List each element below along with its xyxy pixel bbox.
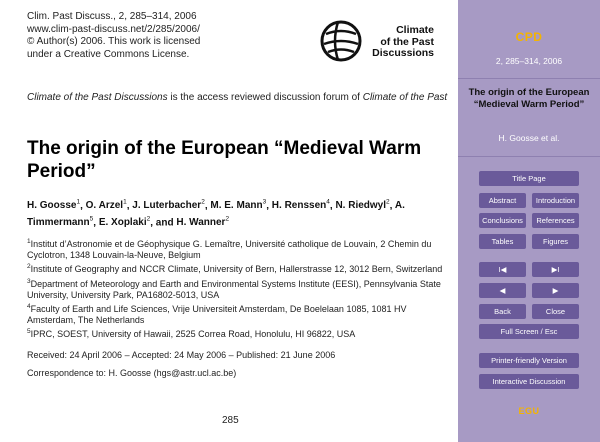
- affiliation: $^1$Institut d’Astronomie et de Géophysique G. Lemaître, Université catholique de Louvain, 2 Chemin du Cyclotron, 1348 Louvain-la-Neuve, Belgium: [27, 238, 432, 261]
- close-button[interactable]: Close: [532, 304, 579, 319]
- next-page-button[interactable]: ▶: [532, 283, 579, 298]
- logo-text-line: Discussions: [372, 47, 434, 59]
- citation-url[interactable]: www.clim-past-discuss.net/2/285/2006/: [27, 23, 200, 35]
- navigation-sidebar: [458, 0, 600, 442]
- sidebar-authors: H. Goosse et al.: [498, 133, 560, 143]
- publisher-logo: EGU: [518, 406, 540, 416]
- author: H. Renssen$^4$: [271, 199, 330, 212]
- fullscreen-button[interactable]: Full Screen / Esc: [479, 324, 579, 339]
- affiliation: $^2$Institute of Geography and NCCR Climate, University of Bern, Hallerstrasse 12, 3012 Bern, Switzerland: [27, 263, 443, 275]
- affiliation: $^3$Department of Meteorology and Earth and Environmental Systems Institute (EESI), Pennsylvania State University, University Park, PA16802-5013, USA: [27, 277, 441, 300]
- first-page-button[interactable]: I◀: [479, 262, 526, 277]
- author-list: H. Goosse$^1$, O. Arzel$^1$, J. Luterbacher$^2$, M. E. Mann$^3$, H. Renssen$^4$, N. Riedwyl$^2$, A. Timmermann$^5$, E. Xoplaki$^2$, and H. Wanner$^2$: [27, 199, 405, 229]
- title-page-button[interactable]: Title Page: [479, 171, 579, 186]
- citation-line: © Author(s) 2006. This work is licensed: [27, 36, 201, 48]
- correspondence: Correspondence to: H. Goosse (hgs@astr.ucl.ac.be): [27, 368, 237, 378]
- back-button[interactable]: Back: [479, 304, 526, 319]
- globe-logo-icon: [318, 18, 364, 64]
- author: O. Arzel$^1$: [85, 199, 127, 212]
- previous-page-button[interactable]: ◀: [479, 283, 526, 298]
- author: H. Wanner$^2$: [176, 215, 230, 229]
- affiliation: $^4$Faculty of Earth and Life Sciences, Vrije Universiteit Amsterdam, De Boelelaan 1085, 1081 HV Amsterdam, The Netherlands: [27, 303, 407, 326]
- journal-name: Climate of the Past Discussions: [27, 92, 168, 103]
- paper-title: The origin of the European “Medieval Warm Period”: [27, 138, 422, 182]
- citation-block: [27, 11, 200, 61]
- divider: [458, 78, 600, 79]
- forum-statement: [27, 92, 447, 103]
- author: A. Timmermann$^5$: [27, 200, 405, 229]
- affiliation: $^5$IPRC, SOEST, University of Hawaii, 2525 Correa Road, Honolulu, HI 96822, USA: [27, 328, 356, 340]
- tables-button[interactable]: Tables: [479, 234, 526, 249]
- logo-text: [372, 25, 434, 60]
- journal-logo: [318, 18, 438, 64]
- figures-button[interactable]: Figures: [532, 234, 579, 249]
- references-button[interactable]: References: [532, 213, 579, 228]
- divider: [458, 156, 600, 157]
- page-number: 285: [222, 415, 239, 426]
- author: E. Xoplaki$^2$: [98, 215, 151, 229]
- sidebar-citation: 2, 285–314, 2006: [495, 56, 563, 66]
- abstract-button[interactable]: Abstract: [479, 193, 526, 208]
- printer-friendly-button[interactable]: Printer-friendly Version: [479, 353, 579, 368]
- author-conjunction: and: [155, 217, 174, 229]
- author: M. E. Mann$^3$: [210, 199, 267, 212]
- interactive-discussion-button[interactable]: Interactive Discussion: [479, 374, 579, 389]
- introduction-button[interactable]: Introduction: [532, 193, 579, 208]
- publication-dates: Received: 24 April 2006 – Accepted: 24 May 2006 – Published: 21 June 2006: [27, 350, 336, 360]
- conclusions-button[interactable]: Conclusions: [479, 213, 526, 228]
- citation-line: under a Creative Commons License.: [27, 48, 190, 60]
- affiliations: [27, 236, 452, 341]
- forum-text: is the access reviewed discussion forum of: [167, 92, 363, 103]
- journal-abbreviation: CPD: [515, 30, 543, 44]
- journal-name: Climate of the Past: [362, 92, 448, 103]
- logo-text-line: of the Past: [380, 35, 434, 48]
- author: N. Riedwyl$^2$: [335, 199, 390, 212]
- sidebar-title: The origin of the European “Medieval Warm Period”: [468, 87, 590, 110]
- author: H. Goosse$^1$: [27, 199, 81, 212]
- last-page-button[interactable]: ▶I: [532, 262, 579, 277]
- citation-line: Clim. Past Discuss., 2, 285–314, 2006: [27, 11, 197, 22]
- logo-text-line: Climate: [396, 24, 434, 36]
- author: J. Luterbacher$^2$: [132, 199, 205, 212]
